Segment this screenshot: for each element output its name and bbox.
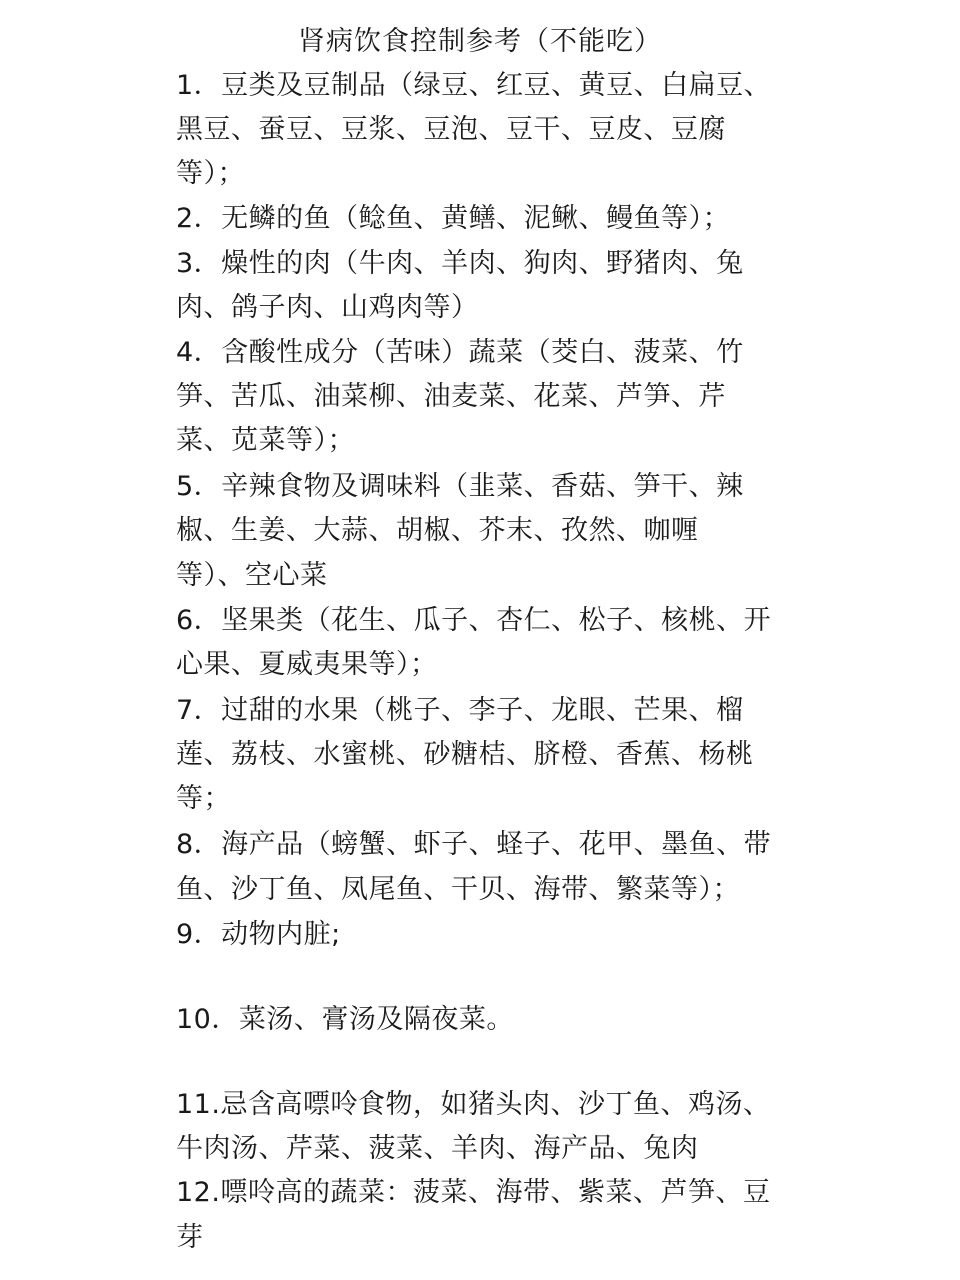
text-line: 8．海产品（螃蟹、虾子、蛏子、花甲、墨鱼、带 [176, 829, 772, 860]
text-line: 5．辛辣食物及调味料（韭菜、香菇、笋干、辣 [176, 471, 744, 502]
text-line: 牛肉汤、芹菜、菠菜、羊肉、海产品、兔肉 [176, 1133, 699, 1164]
text-line: 3．燥性的肉（牛肉、羊肉、狗肉、野猪肉、兔 [176, 248, 744, 279]
text-line: 6．坚果类（花生、瓜子、杏仁、松子、核桃、开 [176, 605, 772, 636]
text-line: 肉、鸽子肉、山鸡肉等） [176, 292, 479, 323]
text-line: 4．含酸性成分（苦味）蔬菜（茭白、菠菜、竹 [176, 337, 744, 368]
text-line: 11.忌含高嘌呤食物，如猪头肉、沙丁鱼、鸡汤、 [176, 1089, 771, 1120]
text-line: 2．无鳞的鱼（鲶鱼、黄鳝、泥鳅、鳗鱼等）； [176, 203, 731, 234]
text-line: 1．豆类及豆制品（绿豆、红豆、黄豆、白扁豆、 [176, 70, 772, 101]
text-line: 等）、空心菜 [176, 560, 328, 591]
text-line: 10．菜汤、膏汤及隔夜菜。 [176, 1004, 514, 1035]
text-line: 等）； [176, 158, 245, 189]
text-line: 等； [176, 783, 231, 814]
text-line: 鱼、沙丁鱼、凤尾鱼、干贝、海带、繁菜等）； [176, 874, 740, 905]
text-line: 黑豆、蚕豆、豆浆、豆泡、豆干、豆皮、豆腐 [176, 114, 726, 145]
text-line: 菜、苋菜等）； [176, 425, 355, 456]
text-line: 12.嘌呤高的蔬菜：菠菜、海带、紫菜、芦笋、豆 [176, 1177, 771, 1208]
text-line: 笋、苦瓜、油菜柳、油麦菜、花菜、芦笋、芹 [176, 381, 726, 412]
text-line: 椒、生姜、大蒜、胡椒、芥末、孜然、咖喱 [176, 515, 699, 546]
text-line: 芽 [176, 1222, 204, 1253]
text-line: 7．过甜的水果（桃子、李子、龙眼、芒果、榴 [176, 695, 744, 726]
text-line: 9．动物内脏; [176, 919, 341, 950]
text-line: 莲、荔枝、水蜜桃、砂糖桔、脐橙、香蕉、杨桃 [176, 739, 754, 770]
text-line: 心果、夏威夷果等）； [176, 649, 438, 680]
document-title: 肾病饮食控制参考（不能吃） [298, 26, 662, 57]
